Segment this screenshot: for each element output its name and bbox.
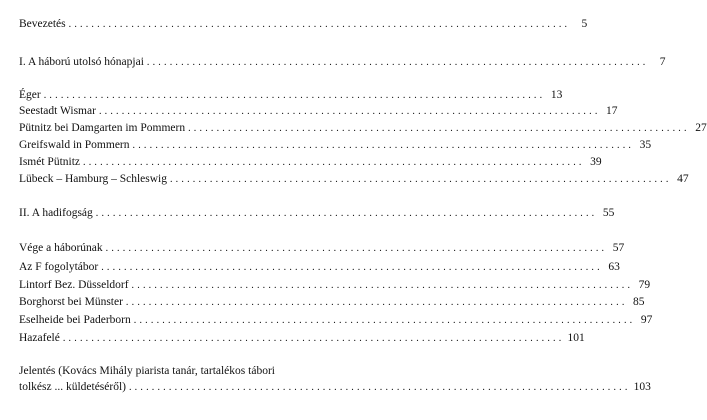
toc-entry — [19, 155, 602, 170]
toc-entry — [19, 278, 651, 293]
toc-entry — [19, 380, 651, 395]
toc-entry-page: 13 — [550, 89, 563, 101]
toc-entry — [19, 206, 615, 221]
toc-entry-title: Greifswald in Pommern — [19, 139, 130, 151]
toc-entry-title: Az F fogolytábor — [19, 261, 99, 273]
toc-entry — [19, 295, 645, 310]
toc-entry — [19, 121, 707, 136]
toc-entry-title: tolkész ... küldetéséről) — [19, 381, 126, 393]
dot-leader: ........................................................................................ — [83, 157, 585, 168]
toc-entry-page: 27 — [695, 122, 707, 134]
toc-entry — [19, 55, 666, 70]
dot-leader: ........................................................................................ — [132, 140, 635, 151]
toc-entry-title: Pütnitz bei Damgarten im Pommern — [19, 122, 186, 134]
toc-entry-page: 103 — [633, 381, 651, 393]
toc-entry-page: 39 — [590, 156, 602, 168]
dot-leader: ........................................................................................ — [131, 280, 634, 291]
toc-entry-page: 97 — [640, 314, 653, 326]
dot-leader: ........................................................................................ — [125, 297, 628, 308]
toc-entry-title: Éger — [19, 89, 41, 101]
toc-entry-page: 17 — [606, 105, 618, 117]
dot-leader: ........................................................................................ — [188, 123, 690, 134]
toc-entry — [19, 172, 689, 187]
toc-entry — [19, 260, 620, 275]
toc-entry-title: Hazafelé — [19, 332, 60, 344]
dot-leader: ........................................................................................ — [68, 19, 571, 30]
toc-entry-page: 55 — [602, 207, 615, 219]
toc-entry — [19, 88, 563, 103]
toc-entry-title: Seestadt Wismar — [19, 105, 96, 117]
dot-leader: ........................................................................................ — [169, 174, 672, 185]
dot-leader: ........................................................................................ — [128, 382, 631, 393]
toc-entry — [19, 241, 625, 256]
toc-entry-page: 85 — [633, 296, 645, 308]
toc-entry-title: Eselheide bei Paderborn — [19, 314, 131, 326]
toc-entry-title: Ismét Pütnitz — [19, 156, 81, 168]
toc-entry — [19, 138, 652, 153]
toc-entry — [19, 104, 618, 119]
dot-leader: ........................................................................................ — [43, 90, 546, 101]
toc-entry-page: 7 — [659, 56, 666, 68]
toc-entry-title: Bevezetés — [19, 18, 66, 30]
toc-entry-page: 57 — [612, 242, 625, 254]
toc-entry-page: 47 — [677, 173, 689, 185]
toc-entry — [19, 331, 585, 346]
toc-entry-page: 5 — [581, 18, 588, 30]
toc-entry-page: 35 — [639, 139, 652, 151]
dot-leader: ........................................................................................ — [101, 262, 603, 273]
toc-entry-title: Borghorst bei Münster — [19, 296, 123, 308]
toc-entry-page: 63 — [608, 261, 620, 273]
toc-entry-title: I. A háború utolsó hónapjai — [19, 56, 144, 68]
toc-entry-title: Vége a háborúnak — [19, 242, 103, 254]
toc-entry — [19, 313, 653, 328]
toc-entry-title: Lintorf Bez. Düsseldorf — [19, 279, 129, 291]
dot-leader: ........................................................................................ — [95, 208, 598, 219]
toc-entry-first-line: Jelentés (Kovács Mihály piarista tanár, tartalékos tábori — [19, 365, 275, 377]
toc-entry-title: II. A hadifogság — [19, 207, 93, 219]
dot-leader: ........................................................................................ — [62, 333, 565, 344]
toc-entry-title: Lübeck – Hamburg – Schleswig — [19, 173, 167, 185]
toc-entry-page: 101 — [567, 332, 585, 344]
dot-leader: ........................................................................................ — [133, 315, 636, 326]
dot-leader: ........................................................................................ — [98, 106, 601, 117]
dot-leader: ........................................................................................ — [146, 57, 649, 68]
toc-entry-page: 79 — [638, 279, 651, 291]
dot-leader: ........................................................................................ — [105, 243, 608, 254]
toc-entry — [19, 17, 588, 32]
